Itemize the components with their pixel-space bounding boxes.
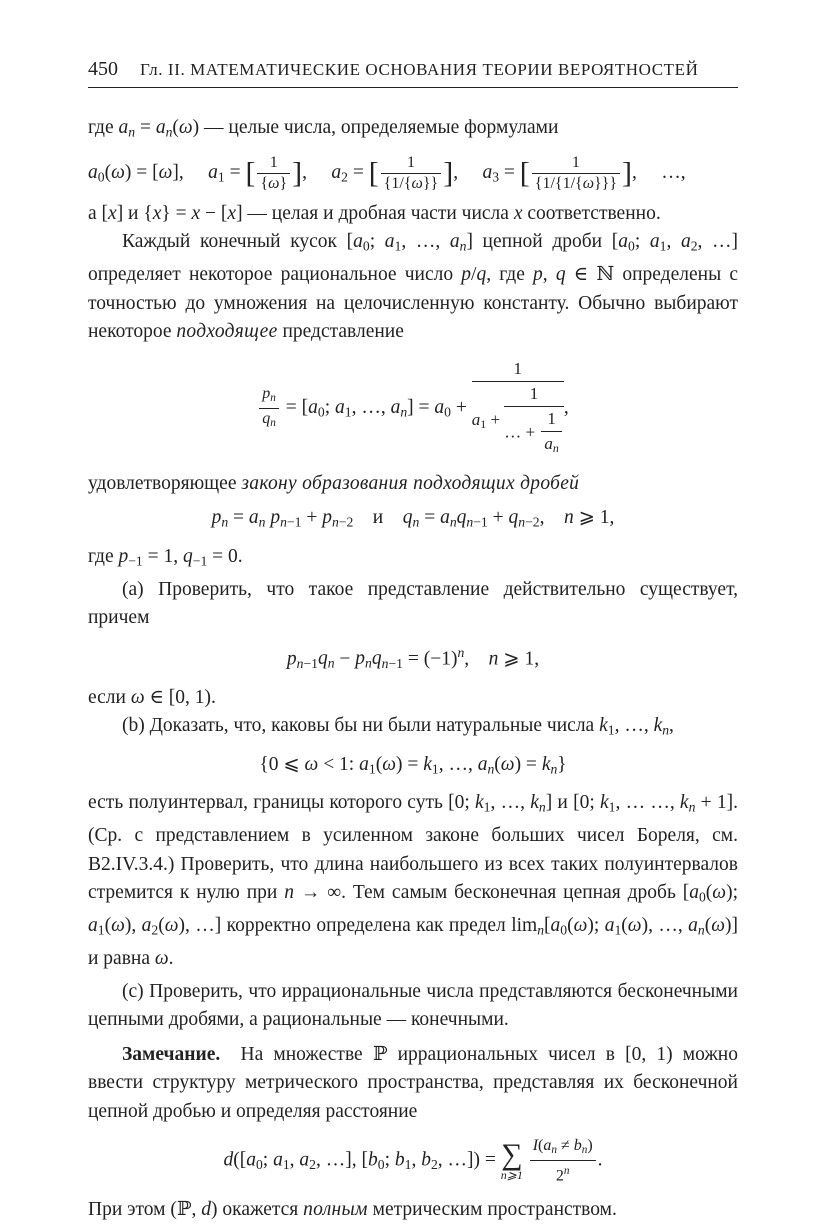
formula-6: $d([a_0$; $a_1$, $a_2$, …], [$b_0$; $b_1$, $b_2$, …]) = ∑ n⩾1 $\frac{I(a_n \ne b_n)}{2^n}$ . [223, 1137, 603, 1185]
page [88, 58, 738, 1225]
page-number: 450 [88, 58, 118, 80]
para-8: (b) Доказать, что, каковы бы ни были натуральные числа $k_1$, …, $k_n$, [122, 715, 674, 738]
para-7: если ω ∈ [0, 1). [88, 686, 216, 708]
para-2: а [x] и {x} = x − [x] — целая и дробная части числа x соответственно. [88, 202, 661, 224]
formula-2: $\frac{p_n}{q_n}$ = [$a_0$; $a_1$, …, $a_n] = a_0$ + 1 $a_1$ + 1 … + $\frac{1}{a_n}$ , [88, 357, 738, 460]
para-11: Замечание. На множестве ℙ иррациональных чисел в [0, 1) можно ввести структуру метрического пространства, представляя их бесконечной цепной дробью и определяя расстояние [88, 1043, 738, 1122]
formula-4: $p_{n-1}q_n - p_nq_{n-1} = (-1)^n$, n ⩾ 1, [286, 644, 540, 671]
para-6: (a) Проверить, что такое представление действительно существует, причем [88, 578, 738, 629]
para-1: где $a_n = a_n(\omega)$ — целые числа, определяемые формулами [88, 117, 559, 140]
remark-label: Замечание. [122, 1043, 221, 1065]
running-header [88, 58, 738, 88]
running-title: Гл. II. МАТЕМАТИЧЕСКИЕ ОСНОВАНИЯ ТЕОРИИ ВЕРОЯТНОСТЕЙ [140, 60, 699, 79]
formula-3: $p_n = a_n$ $p_{n-1} + p_{n-2}$ и $q_n = a_nq_{n-1} + q_{n-2}$, n ⩾ 1, [211, 507, 615, 530]
para-3: Каждый конечный кусок [$a_0$; $a_1$, …, $a_n$] цепной дроби [$a_0$; $a_1$, $a_2$, …] определяет некоторое рациональное число p/q, где p, q ∈ ℕ определены с точностью до умножения на целочисленную константу. Обычно выбирают некоторое подходящее представление [88, 231, 739, 343]
para-9: есть полуинтервал, границы которого суть [0; $k_1$, …, $k_n$] и [0; $k_1$, … …, $k_n + 1$]. (Ср. с представлением в усиленном законе больших чисел Бореля, см. B2.IV.3.4.) Проверить, что длина наибольшего из всех таких полуинтервалов стремится к нулю при n → ∞. Тем самым бесконечная цепная дробь [$a_0(\omega)$; $a_1(\omega)$, $a_2(\omega)$, …] корректно определена как предел $\lim_n[a_0(\omega)$; $a_1(\omega)$, …, $a_n(\omega)$] и равна ω. [88, 792, 738, 970]
para-5: где $p_{-1} = 1$, $q_{-1} = 0$. [88, 545, 243, 569]
formula-5: {0 ⩽ ω < 1: $a_1(\omega) = k_1$, …, $a_n(\omega) = k_n$} [259, 753, 567, 777]
para-4: удовлетворяющее закону образования подходящих дробей [88, 472, 580, 494]
formula-1: $a_0(\omega) = [\omega]$, $a_1$ = [ $\frac{1}{\{\omega\}}$ ], $a_2$ = [ $\frac{1}{\{1/\{\omega\}\}}$ ], $a_3$ = [ $\frac{1}{\{1/\{1/\{\omega\}\}\}}$ ], …, [88, 153, 686, 192]
para-12: При этом (ℙ, d) окажется полным метрическим пространством. [88, 1199, 617, 1221]
para-10: (c) Проверить, что иррациональные числа представляются бесконечными цепными дробями, а рациональные — конечными. [88, 980, 738, 1031]
